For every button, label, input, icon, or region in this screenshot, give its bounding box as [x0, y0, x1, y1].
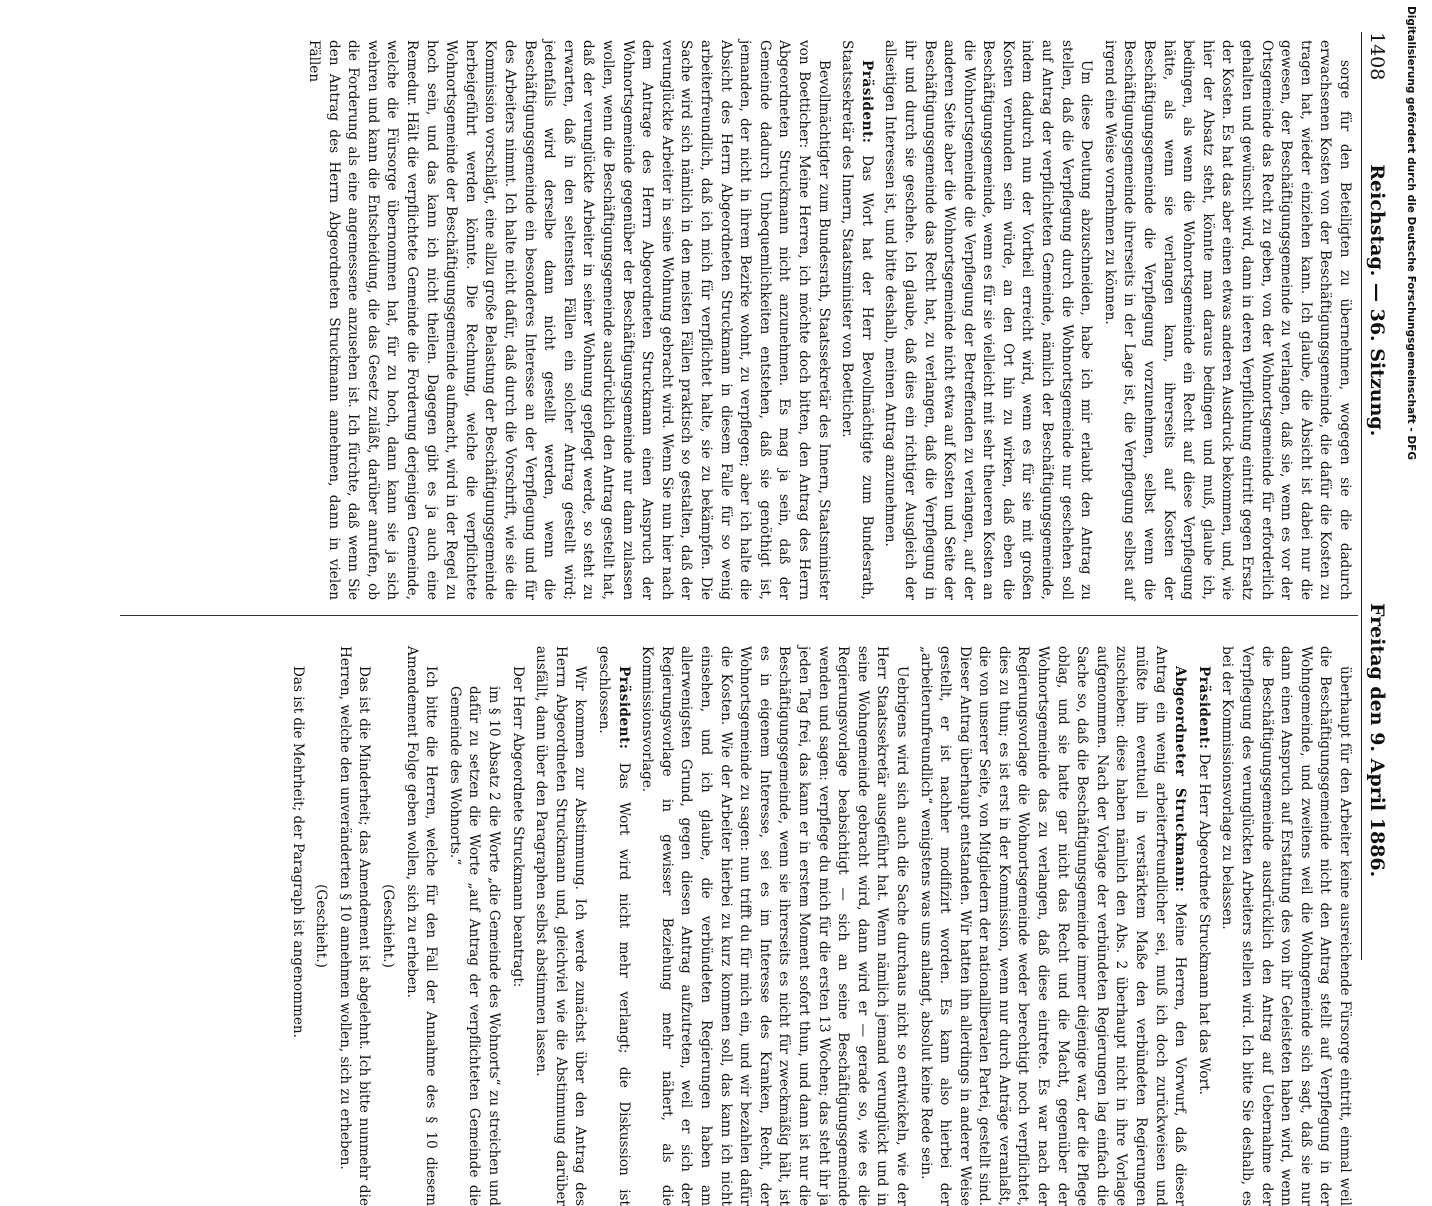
- column-divider: [120, 615, 1358, 616]
- paragraph: [304, 40, 833, 600]
- speaker-name: Präsident:: [615, 666, 632, 750]
- paragraph: [837, 40, 876, 600]
- paragraph: [593, 646, 632, 1206]
- paragraph-text: (Geschieht.): [380, 884, 397, 968]
- paragraph-text: Uebrigens wird sich auch die Sache durchaus nicht so entwickeln, wie der Herr Staatssekretär ausgeführt hat. Wenn nämlich jemand verunglückt und in seine Wohngemeinde gebracht wird, dann wird er — gerade so, wie es die Regierungsvorlage beabsichtigt — sich an seine Beschäftigungsgemeinde wenden und sagen: verpflege du mich für die ersten 13 Wochen; das steht ihr ja jeden Tag frei, das kann er in erstem Moment sofort thun, und dann ist nur die Beschäftigungsgemeinde, wenn sie ihrerseits es nicht für zweckmäßig hält, ist es in eigenem Interesse, sei es im Interesse des Kranken, Recht, der Wohnortsgemeinde zu sagen: nun trifft du für mich ein, und wir bezahlen dafür die Kosten. Wie der Arbeiter hierbei zu kurz kommen soll, das kann ich nicht einsehen, und ich glaube, die verbündeten Regierungen haben am allerwenigsten Grund, gegen diesen Antrag aufzutreten, weil er sich der Regierungsvorlage in gewisser Beziehung mehr nähert, als die Kommissionsvorlage.: [639, 646, 910, 1206]
- paragraph-text: (Geschieht.): [313, 884, 330, 968]
- paragraph: [1099, 40, 1354, 600]
- paragraph-text: Ich bitte die Herren, welche für den Fall der Annahme des § 10 diesem Amendement Folge geben wollen, sich zu erheben.: [403, 646, 440, 1206]
- paragraph-text: Der Herr Abgeordnete Struckmann beantragt:: [509, 666, 526, 988]
- paragraph-text: Das ist die Minderheit; das Amendement ist abgelehnt. Ich bitte nunmehr die Herren, welche den unveränderten § 10 annehmen wollen, sich zu erheben.: [336, 646, 373, 1206]
- speaker-name: Abgeordneter Struckmann:: [1172, 666, 1189, 893]
- paragraph: [444, 646, 503, 1206]
- paragraph: [401, 646, 440, 1206]
- paragraph: [507, 646, 527, 1206]
- paragraph: [1217, 646, 1354, 1206]
- paragraph: [311, 646, 331, 1206]
- left-column: [300, 40, 1354, 600]
- page-number: 1408: [1366, 32, 1388, 81]
- paragraph-text: Um diese Deutung abzuschneiden, habe ich mir erlaubt den Antrag zu stellen, daß die Verpflegung durch die Wohnortsgemeinde nur geschehen soll auf Antrag der verpflichteten Gemeinde, nämlich der Beschäftigungsgemeinde, indem dadurch nun der Vortheil erreicht wird, wenn es für sie mit großen Kosten verbunden sein würde, an den Ort hin zu wirken, daß eben die Beschäftigungsgemeinde, wenn es für sie vielleicht mit sehr theueren Kosten an die Wohnortsgemeinde die Verpflegung der Betreffenden zu verlangen, auf der anderen Seite aber die Wohnortsgemeinde nicht etwa auf Kosten und Seite der Beschäftigungsgemeinde das Recht hat, zu verlangen, daß die Verpflegung in ihr und durch sie geschehe. Ich glaube, daß dies ein richtiger Ausgleich der allseitigen Interessen ist, und bitte deshalb, meinen Antrag anzunehmen.: [882, 40, 1095, 600]
- paragraph-text: Meine Herren, den Vorwurf, daß dieser Antrag ein wenig arbeiterfreundlicher sei, muß ich doch zurückweisen und müßte ihn eventuell in verstärktem Maße den verbündeten Regierungen zuschieben: diese haben nämlich den Abs. 2 überhaupt nicht in ihre Vorlage aufgenommen. Nach der Vorlage der verbündeten Regierungen lag einfach die Sache so, daß die Beschäftigungsgemeinde immer diejenige war, der die Pflege oblag, und sie hatte gar nicht das Recht und die Macht, gegenüber der Wohnortsgemeinde das zu verlangen, daß diese eintrete. Es war nach der Regierungsvorlage die Wohnortsgemeinde weder berechtigt noch verpflichtet, dies zu thun; es ist erst in der Kommission, wenn nur durch Anträge veranlaßt, die von unserer Seite, von Mitgliedern der nationalliberalen Partei, gestellt sind. Dieser Antrag überhaupt entstanden. Wir hatten ihn allerdings in anderer Weise gestellt, er ist nachher modifizirt worden. Es kann also hierbei der „arbeiterunfreundlich“ wenigstens was uns anlangt, absolut keine Rede sein.: [917, 646, 1189, 1206]
- speaker-name: Präsident:: [1195, 666, 1212, 750]
- paragraph-text: im § 10 Absatz 2 die Worte „die Gemeinde des Wohnorts“ zu streichen und dafür zu setzen die Worte „auf Antrag der verpflichteten Gemeinde die Gemeinde des Wohnorts.“: [446, 686, 503, 1206]
- date-title: Freitag den 9. April 1886.: [1366, 602, 1388, 878]
- paragraph: [880, 40, 1096, 600]
- paragraph-text: überhaupt für den Arbeiter keine ausreichende Fürsorge eintritt, einmal weil die Beschäftigungsgemeinde nicht den Antrag stellt auf Verpflegung in der Wohngemeinde, und zweitens weil die Wohngemeinde sich sagt, daß sie nur dann einen Anspruch auf Erstattung des von ihr Geleisteten haben wird, wenn die Beschäftigungsgemeinde ausdrücklich den Antrag auf Uebernahme der Verpflegung des verunglückten Arbeiters stellen wird. Ich bitte Sie deshalb, es bei der Kommissionsvorlage zu belassen.: [1219, 646, 1353, 1206]
- paragraph: [915, 646, 1189, 1206]
- paragraph-text: Das Wort hat der Herr Bevollmächtigte zum Bundesrath, Staatssekretär des Innern, Staatsminister von Boetticher.: [839, 40, 875, 600]
- paragraph: [531, 646, 590, 1206]
- header-rule: [1361, 32, 1362, 960]
- paragraph: [378, 646, 398, 1206]
- digitization-credit: [1400, 6, 1422, 996]
- paragraph: [334, 646, 373, 1206]
- paragraph: [287, 646, 307, 1206]
- paragraph-text: Das Wort wird nicht mehr verlangt; die Diskussion ist geschlossen.: [596, 646, 632, 1206]
- paragraph-text: Das ist die Mehrheit; der Paragraph ist angenommen.: [289, 666, 306, 1038]
- speaker-name: Präsident:: [858, 60, 875, 144]
- session-title: Reichstag. — 36. Sitzung.: [1366, 164, 1388, 437]
- paragraph-text: Bevollmächtigter zum Bundesrath, Staatssekretär des Innern, Staatsminister von Boetticher: Meine Herren, ich möchte doch bitten, den Antrag des Herrn Abgeordneten Struckmann nicht anzunehmen. Es mag ja sein, daß der Gemeinde dadurch Unbequemlichkeiten entstehen, daß sie genöthigt ist, jemanden, der nicht in ihrem Bezirke wohnt, zu verpflegen; aber ich halte die Absicht des Herrn Abgeordneten Struckmann in diesem Falle für so wenig arbeiterfreundlich, daß ich mich für verpflichtet halte, sie zu bekämpfen. Die Sache wird sich nämlich in den meisten Fällen praktisch so gestalten, daß der verunglückte Arbeiter in seine Wohnung gebracht wird. Wenn Sie nun hier nach dem Antrage des Herrn Abgeordneten Struckmann einen Anspruch der Wohnortsgemeinde gegenüber der Beschäftigungsgemeinde nur dann zulassen wollen, wenn die Beschäftigungsgemeinde ausdrücklich den Antrag gestellt hat, daß der verunglückte Arbeiter in seiner Wohnung gepflegt werde, so steht zu erwarten, daß in den seltensten Fällen ein solcher Antrag gestellt wird; jedenfalls wird derselbe dann nicht gestellt werden, wenn die Beschäftigungsgemeinde ein besonderes Interesse an der Verpflegung und für des Arbeiters nimmt. Ich halte nicht dafür, daß durch die Vorschrift, wie sie die Kommission vorschlägt, eine allzu große Belastung der Beschäftigungsgemeinde herbeigeführt werden könnte. Die Rechnung, welche die verpflichtete Wohnortsgemeinde der Beschäftigungsgemeinde aufmacht, wird in der Regel zu hoch sein, und das kann ich nicht theilen. Dagegen gibt es ja auch eine Remedur. Hält die verpflichtete Gemeinde die Forderung derjenigen Gemeinde, welche die Fürsorge übernommen hat, für zu hoch, dann kann sie ja sich wehren und kann die Entscheidung, die das Gesetz zuläßt, darüber anrufen, ob die Forderung als eine angemessene anzusehen ist. Ich fürchte, daß wenn Sie den Antrag des Herrn Abgeordneten Struckmann annehmen, dann in vielen Fällen: [306, 40, 832, 600]
- paragraph: [637, 646, 911, 1206]
- paragraph-text: sorge für den Beteiligten zu übernehmen, wogegen sie die dadurch erwachsenen Kosten von der Beschäftigungsgemeinde, die dafür die Kosten zu tragen hat, wieder einziehen kann. Ich glaube, die Absicht ist dabei nur die gewesen, der Beschäftigungsgemeinde zu verlangen, daß sie, wenn es vor der Ortsgemeinde das Recht zu geben, von der Wohnortsgemeinde für erforderlich gehalten und gewünscht wird, dann in deren Verpflichtung eintritt gegen Ersatz der Kosten. Es hat das aber einen etwas anderen Ausdruck bekommen, und, wie hier der Absatz steht, könnte man daraus bedingen und muß, glaube ich, bedingen, als wenn die Wohnortsgemeinde ein Recht auf diese Verpflegung hätte, als wenn sie verlangen kann, ihrerseits auf Kosten der Beschäftigungsgemeinde die Verpflegung vorzunehmen, selbst wenn die Beschäftigungsgemeinde ihrerseits in der Lage ist, die Verpflegung selbst auf irgend eine Weise vornehmen zu können.: [1101, 40, 1353, 600]
- credit-text: Digitalisierung gefördert durch die Deutsche Forschungsgemeinschaft - DFG: [1405, 6, 1417, 460]
- paragraph: [1193, 646, 1213, 1206]
- paragraph-text: Wir kommen zur Abstimmung. Ich werde zunächst über den Antrag des Herrn Abgeordneten Struckmann und, gleichviel wie die Abstimmung darüber ausfällt, dann über den Paragraphen selbst abstimmen lassen.: [533, 646, 589, 1206]
- right-column: [283, 646, 1354, 1206]
- paragraph-text: Der Herr Abgeordnete Struckmann hat das Wort.: [1195, 753, 1212, 1095]
